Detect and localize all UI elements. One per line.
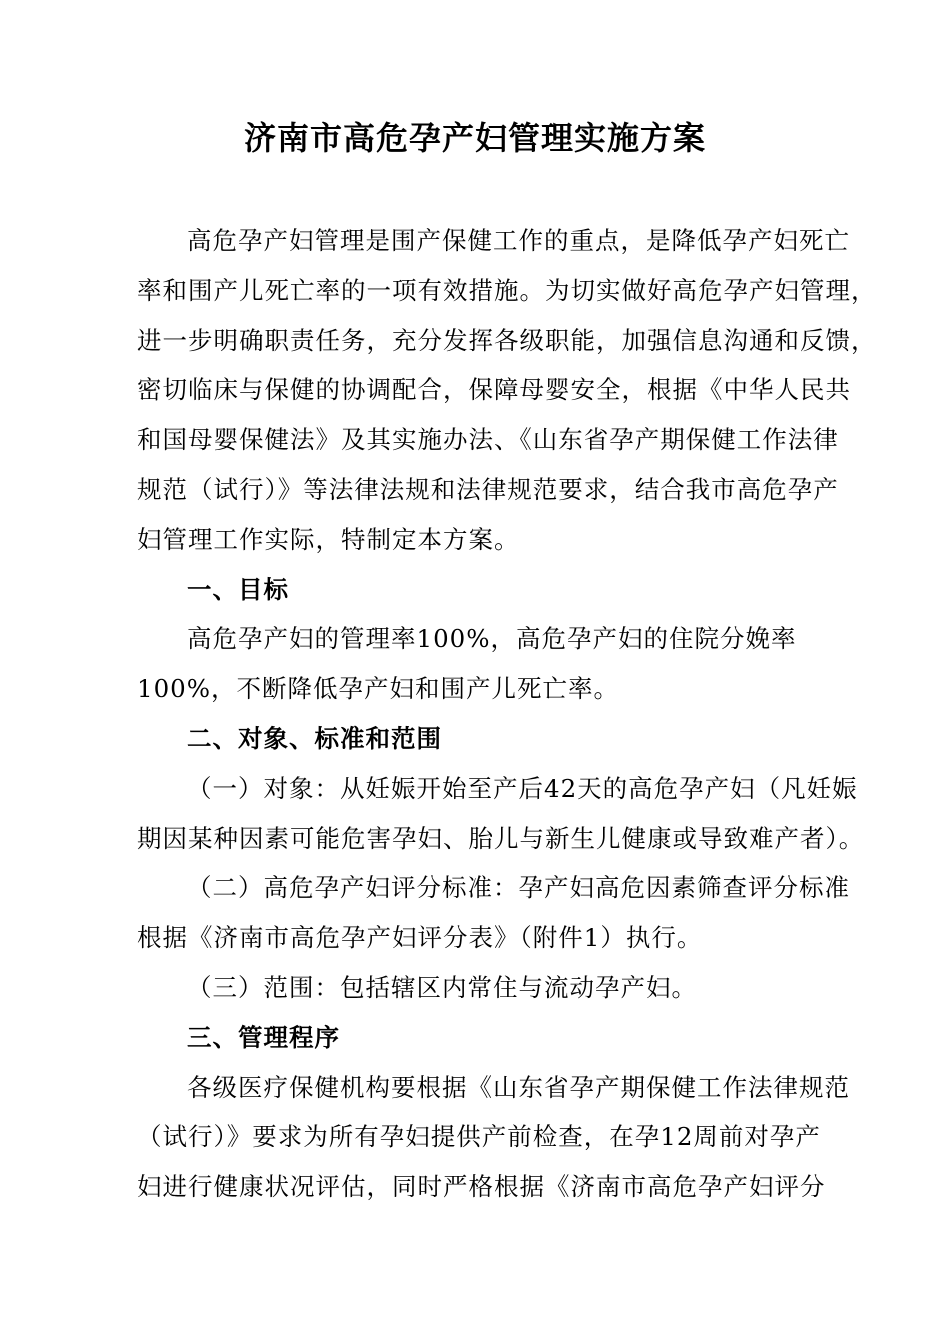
paragraph-line: （二）高危孕产妇评分标准：孕产妇高危因素筛查评分标准 bbox=[187, 873, 850, 903]
paragraph-line: （三）范围：包括辖区内常住与流动孕产妇。 bbox=[187, 972, 697, 1002]
paragraph-line: 高危孕产妇的管理率100%，高危孕产妇的住院分娩率 bbox=[187, 624, 797, 654]
paragraph-line: 密切临床与保健的协调配合，保障母婴安全，根据《中华人民共 bbox=[137, 375, 851, 405]
paragraph-line: 率和围产儿死亡率的一项有效措施。为切实做好高危孕产妇管理， bbox=[137, 275, 877, 305]
paragraph-line: （一）对象：从妊娠开始至产后42天的高危孕产妇（凡妊娠 bbox=[187, 773, 858, 803]
paragraph-line: 妇进行健康状况评估，同时严格根据《济南市高危孕产妇评分 bbox=[137, 1172, 826, 1202]
paragraph-line: 和国母婴保健法》及其实施办法、《山东省孕产期保健工作法律 bbox=[137, 425, 839, 455]
document-title: 济南市高危孕产妇管理实施方案 bbox=[243, 119, 706, 157]
section-heading: 一、目标 bbox=[187, 574, 289, 604]
paragraph-line: 期因某种因素可能危害孕妇、胎儿与新生儿健康或导致难产者）。 bbox=[137, 823, 865, 853]
paragraph-line: 妇管理工作实际，特制定本方案。 bbox=[137, 524, 520, 554]
paragraph-line: （试行）》要求为所有孕妇提供产前检查，在孕12周前对孕产 bbox=[137, 1122, 821, 1152]
paragraph-line: 根据《济南市高危孕产妇评分表》（附件1）执行。 bbox=[137, 923, 703, 953]
paragraph-line: 高危孕产妇管理是围产保健工作的重点，是降低孕产妇死亡 bbox=[187, 226, 850, 255]
paragraph-line: 规范（试行）》等法律法规和法律规范要求，结合我市高危孕产 bbox=[137, 474, 839, 504]
paragraph-line: 100%，不断降低孕产妇和围产儿死亡率。 bbox=[137, 674, 620, 704]
section-heading: 三、管理程序 bbox=[187, 1022, 340, 1052]
section-heading: 二、对象、标准和范围 bbox=[187, 723, 442, 753]
document-body bbox=[137, 216, 877, 1212]
paragraph-line: 进一步明确职责任务，充分发挥各级职能，加强信息沟通和反馈， bbox=[137, 325, 877, 355]
paragraph-line: 各级医疗保健机构要根据《山东省孕产期保健工作法律规范 bbox=[187, 1072, 850, 1102]
